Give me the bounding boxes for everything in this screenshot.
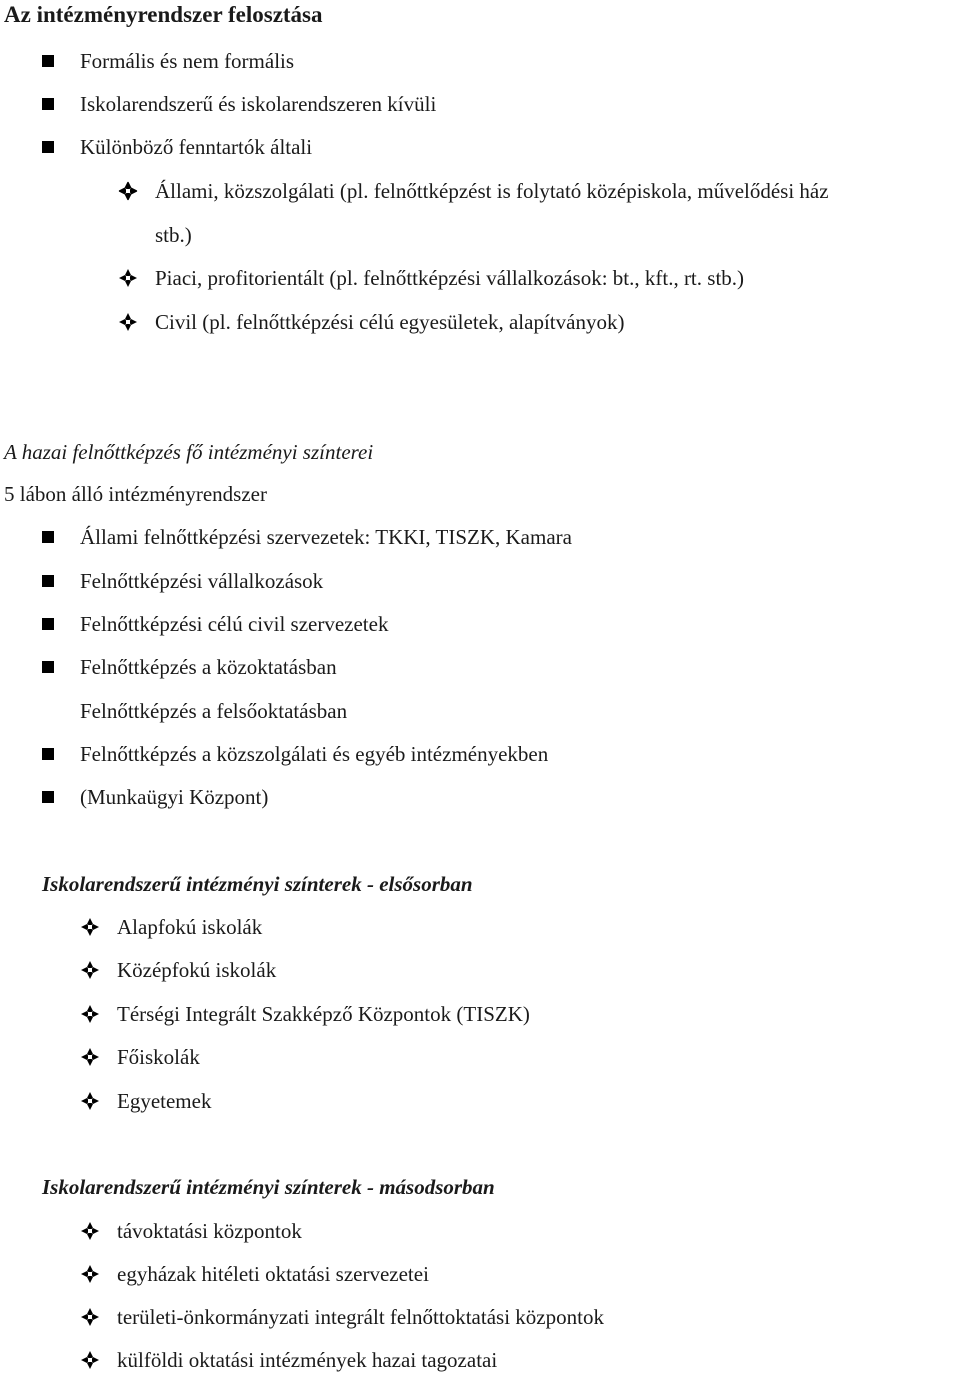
sub-list-item-text: Középfokú iskolák [117,958,277,982]
diamond-bullet-icon [118,312,138,332]
sub-list-item-text: Főiskolák [117,1045,200,1069]
square-bullet-icon [42,98,54,110]
diamond-bullet-icon [80,1221,100,1241]
sub-list-item-text: Állami, közszolgálati (pl. felnőttképzést is folytató középiskola, művelődési ház [155,179,829,203]
list-item-text: Felnőttképzési vállalkozások [80,569,324,593]
list-item-text: Felnőttképzés a felsőoktatásban [80,699,348,723]
list-item-text: Állami felnőttképzési szervezetek: TKKI, TISZK, Kamara [80,525,572,549]
section-heading: Iskolarendszerű intézményi színterek - elsősorban [42,872,473,896]
diamond-bullet-icon [80,960,100,980]
diamond-bullet-icon [80,1350,100,1370]
diamond-bullet-icon [80,1264,100,1284]
diamond-bullet-icon [80,917,100,937]
list-item-text: Felnőttképzés a közszolgálati és egyéb intézményekben [80,742,549,766]
list-item-text: Felnőttképzési célú civil szervezetek [80,612,389,636]
sub-list-item-text: Civil (pl. felnőttképzési célú egyesületek, alapítványok) [155,310,625,334]
page-title: Az intézményrendszer felosztása [4,2,323,27]
diamond-bullet-icon [80,1047,100,1067]
sub-list-item-text: stb.) [155,223,192,247]
list-item-text: Különböző fenntartók általi [80,135,313,159]
diamond-bullet-icon [80,1091,100,1111]
list-item-text: Felnőttképzés a közoktatásban [80,655,337,679]
section-subtitle: 5 lábon álló intézményrendszer [4,482,267,506]
diamond-bullet-icon [118,181,138,201]
square-bullet-icon [42,791,54,803]
sub-list-item-text: Piaci, profitorientált (pl. felnőttképzési vállalkozások: bt., kft., rt. stb.) [155,266,745,290]
sub-list-item-text: Alapfokú iskolák [117,915,263,939]
sub-list-item-text: külföldi oktatási intézmények hazai tagozatai [117,1348,498,1372]
square-bullet-icon [42,748,54,760]
section-heading: Iskolarendszerű intézményi színterek - másodsorban [42,1175,495,1199]
diamond-bullet-icon [80,1307,100,1327]
section-heading: A hazai felnőttképzés fő intézményi színterei [4,440,374,464]
sub-list-item-text: távoktatási központok [117,1219,302,1243]
square-bullet-icon [42,55,54,67]
square-bullet-icon [42,531,54,543]
list-item-text: Formális és nem formális [80,49,295,73]
sub-list-item-text: egyházak hitéleti oktatási szervezetei [117,1262,429,1286]
sub-list-item-text: területi-önkormányzati integrált felnőttoktatási központok [117,1305,604,1329]
square-bullet-icon [42,618,54,630]
sub-list-item-text: Térségi Integrált Szakképző Központok (TISZK) [117,1002,530,1026]
sub-list-item-text: Egyetemek [117,1089,212,1113]
square-bullet-icon [42,575,54,587]
list-item-text: (Munkaügyi Központ) [80,785,269,809]
square-bullet-icon [42,141,54,153]
diamond-bullet-icon [80,1004,100,1024]
square-bullet-icon [42,661,54,673]
list-item-text: Iskolarendszerű és iskolarendszeren kívüli [80,92,437,116]
diamond-bullet-icon [118,268,138,288]
